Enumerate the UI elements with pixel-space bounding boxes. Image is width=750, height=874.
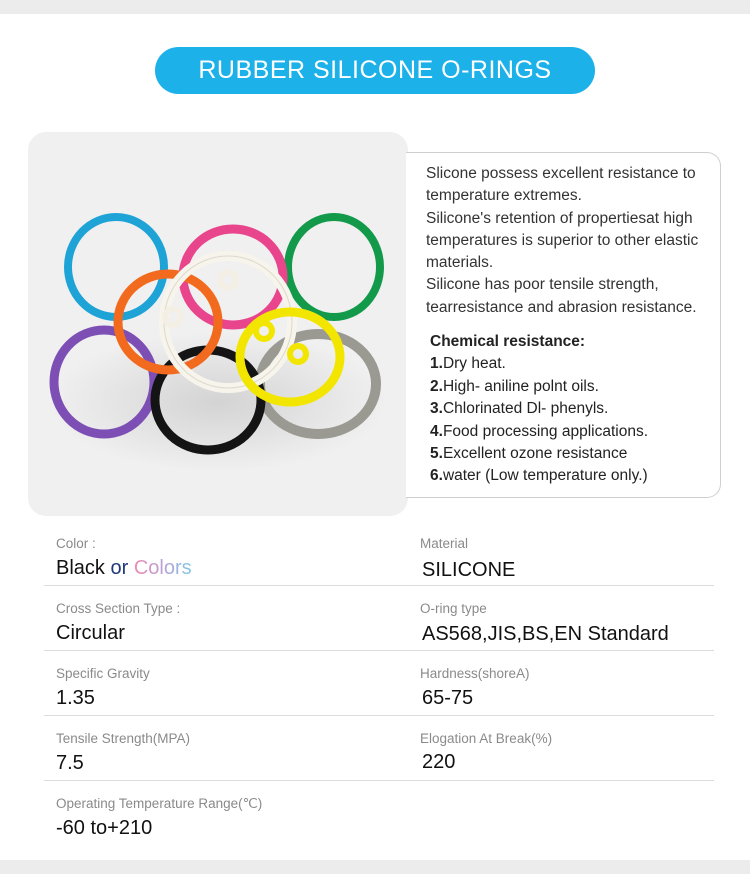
specific-gravity-value: 1.35 [56,687,95,709]
cross-section-value: Circular [56,622,125,644]
small-white-ring [165,309,181,325]
green-ring [288,217,380,317]
description-line: Slicone possess excellent resistance to temperature extremes. [426,165,696,205]
list-item: 5.Excellent ozone resistance [430,445,628,463]
tensile-label: Tensile Strength(MPA) [56,731,191,746]
tensile-value: 7.5 [56,752,84,774]
divider [44,715,714,716]
product-photo [28,132,408,516]
temperature-label: Operating Temperature Range(℃) [56,796,263,811]
blue-ring [68,217,164,317]
divider [44,650,714,651]
chemical-resistance [430,331,720,488]
temperature-value: -60 to+210 [56,817,153,839]
colors-word: Colors [133,557,192,579]
color-value: Black or Colors [56,557,192,579]
material-value: SILICONE [422,559,516,581]
material-label: Material [420,536,469,551]
description-line: Silicone's retention of propertiesat high temperatures is superior to other elastic materials. [426,209,699,272]
divider [44,780,714,781]
elongation-value: 220 [422,751,456,773]
hardness-label: Hardness(shoreA) [420,666,530,681]
oring-type-value: AS568,JIS,BS,EN Standard [422,623,669,645]
divider [44,585,714,586]
hardness-value: 65-75 [422,687,474,709]
small-white-ring [220,272,236,288]
list-item: 2.High- aniline polnt oils. [430,377,599,395]
list-item: 4.Food processing applications. [430,422,649,440]
list-item: 3.Chlorinated Dl- phenyls. [430,400,609,418]
description-box [406,152,721,498]
specific-gravity-label: Specific Gravity [56,666,150,681]
color-label: Color : [56,536,96,551]
list-item: 6.water (Low temperature only.) [430,467,648,485]
product-card [0,14,750,860]
list-item: 1.Dry heat. [430,355,506,373]
elongation-label: Elogation At Break(%) [420,731,553,746]
chemical-resistance-title: Chemical resistance: [430,333,586,350]
small-yellow-ring [256,323,272,339]
oring-type-label: O-ring type [420,601,487,616]
description [426,163,718,319]
cross-section-label: Cross Section Type : [56,601,181,616]
description-line: Silicone has poor tensile strength, tearresistance and abrasion resistance. [426,276,697,316]
o-rings-image [28,132,408,516]
page-title: RUBBER SILICONE O-RINGS [155,47,595,94]
